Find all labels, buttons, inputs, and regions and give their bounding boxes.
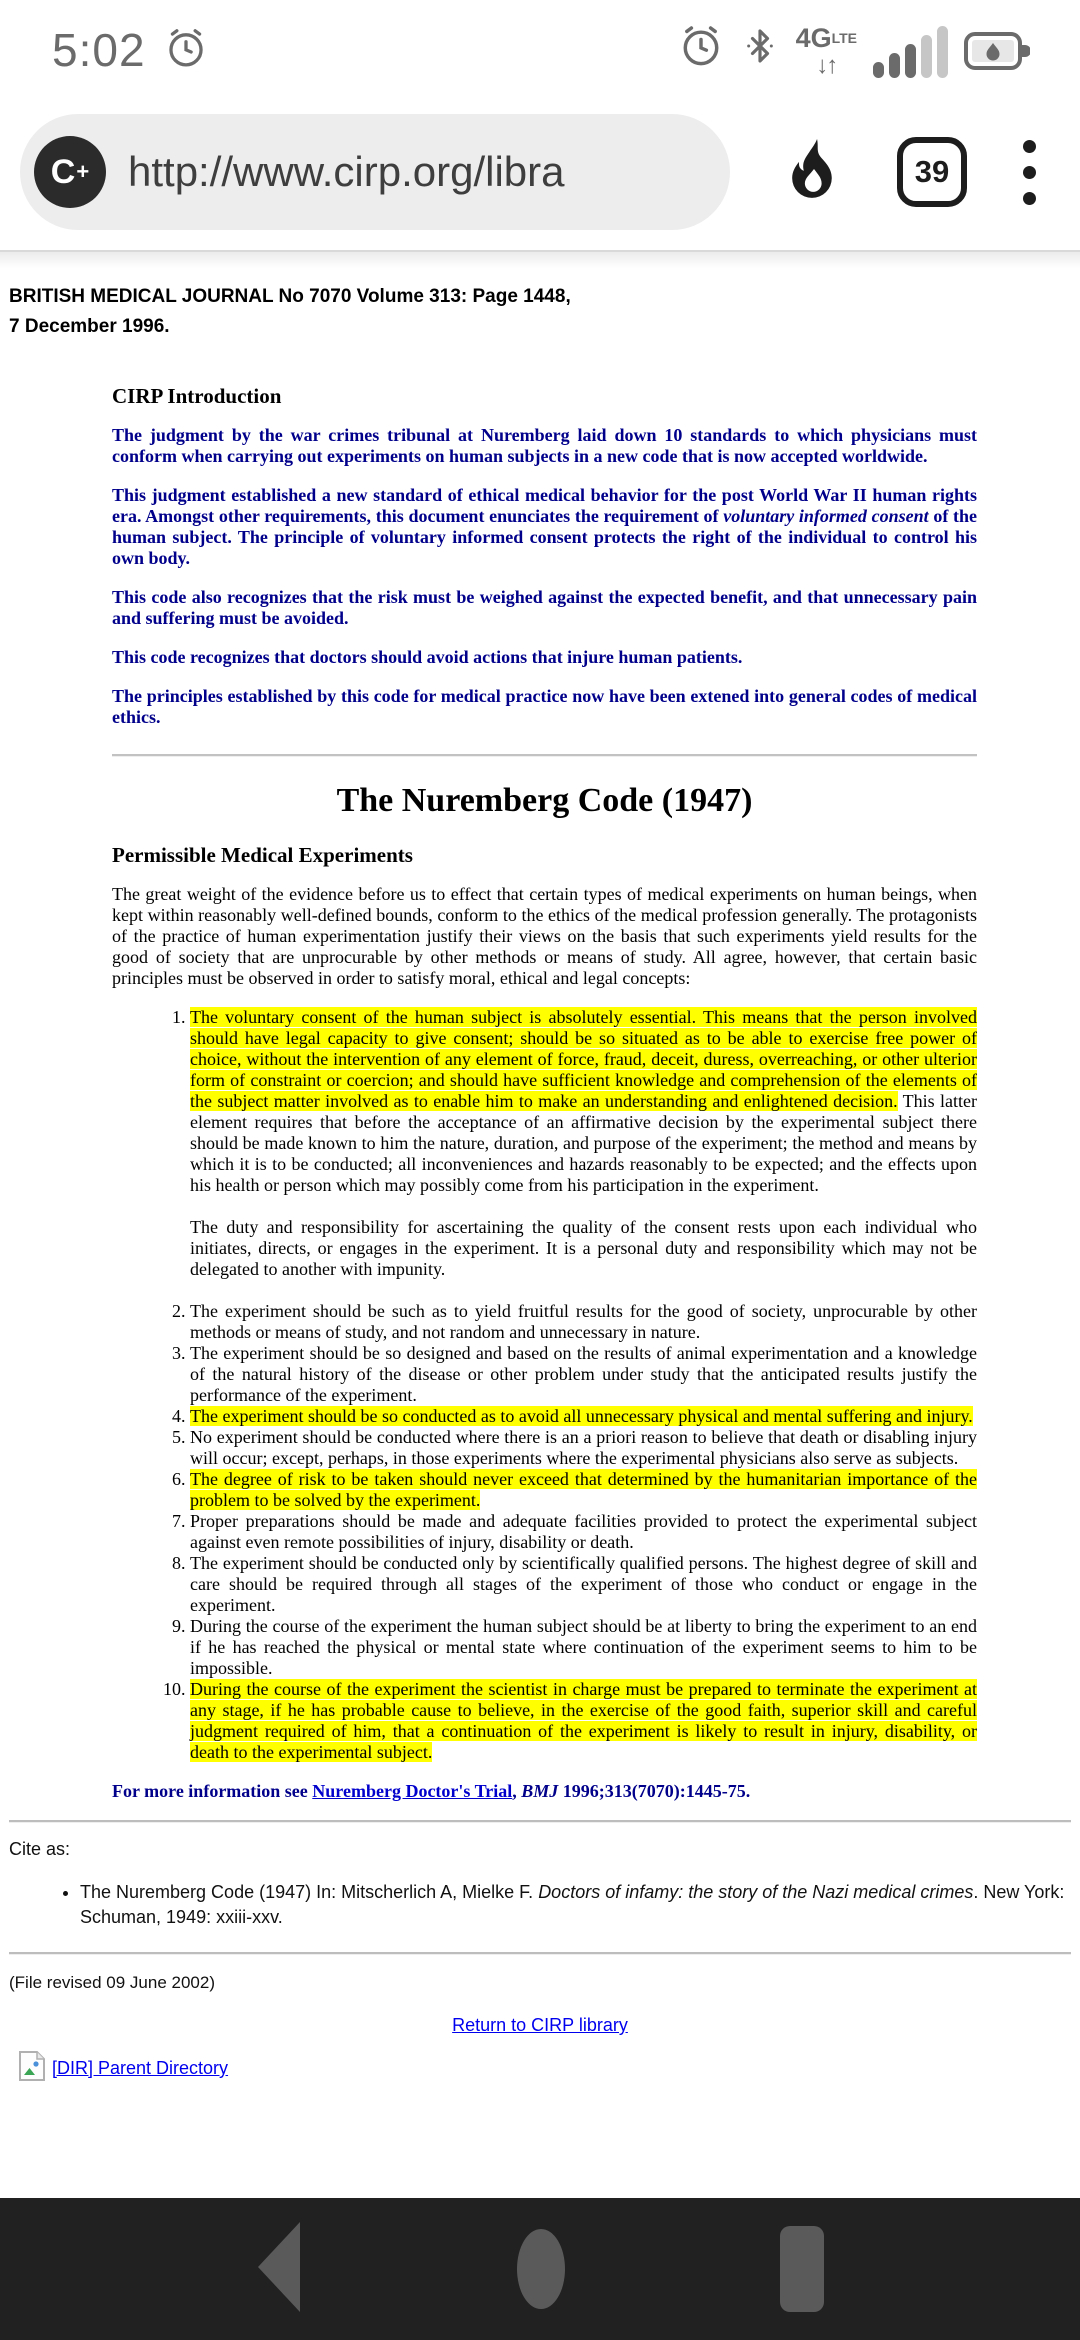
code-list-item: 6. The degree of risk to be taken should never exceed that determined by the humanitarian importance of the problem to be solved by the experiment. xyxy=(190,1469,977,1511)
url-bar[interactable] xyxy=(20,114,730,230)
page-divider xyxy=(9,1952,1071,1955)
citation-item: • The Nuremberg Code (1947) In: Mitscherlich A, Mielke F. Doctors of infamy: the story of the Nazi medical crimes. New York: Schuman, 1949: xxiii-xxv. xyxy=(80,1880,1071,1930)
alarm-icon xyxy=(164,26,208,75)
back-triangle-icon[interactable] xyxy=(256,2220,302,2319)
code-list-item: 4. The experiment should be so conducted as to avoid all unnecessary physical and mental suffering and injury. xyxy=(190,1406,977,1427)
intro-heading: CIRP Introduction xyxy=(112,384,282,408)
parent-directory-link[interactable]: [DIR] Parent Directory xyxy=(52,2058,229,2078)
cirp-introduction xyxy=(112,386,977,728)
page-divider xyxy=(9,1820,1071,1823)
code-list-item: 3. The experiment should be so designed and based on the results of animal experimentation and a knowledge of the natural history of the disease or other problem under study that the anticipated results justify the performance of the experiment. xyxy=(190,1343,977,1406)
status-bar xyxy=(0,0,1080,94)
more-info-line: For more information see Nuremberg Doctor's Trial, BMJ 1996;313(7070):1445-75. xyxy=(112,1781,751,1801)
file-revised-note: (File revised 09 June 2002) xyxy=(9,1973,216,1992)
broken-image-icon xyxy=(18,2050,46,2087)
page-title: The Nuremberg Code (1947) xyxy=(336,782,753,819)
flame-icon[interactable] xyxy=(783,137,845,208)
web-page xyxy=(0,282,1080,2087)
journal-masthead: BRITISH MEDICAL JOURNAL No 7070 Volume 313: Page 1448, 7 December 1996. xyxy=(9,286,571,337)
bluetooth-icon xyxy=(740,23,780,74)
url-text[interactable]: http://www.cirp.org/libra xyxy=(128,148,565,195)
nuremberg-code-list xyxy=(112,1007,977,1763)
battery-saver-icon xyxy=(964,31,1030,76)
network-4glte-icon: 4GLTE ↓↑ xyxy=(795,22,857,79)
browser-logo-badge: C + xyxy=(34,136,106,208)
code-list-item: 1. The voluntary consent of the human subject is absolutely essential. This means that the person involved should have legal capacity to give consent; should be so situated as to be able to exercise free power of choice, without the intervention of any element of force, fraud, deceit, duress, overreaching, or other ulterior form of constraint or coercion; and should have sufficient knowledge and comprehension of the elements of the subject matter involved as to enable him to make an understanding and enlightened decision. This latter element requires that before the acceptance of an affirmative decision by the experimental subject there should be made known to him the nature, duration, and purpose of the experiment; the method and means by which it is to be conducted; all inconveniences and hazards reasonably to be expected; and the effects upon his health or person which may possibly come from his participation in the experiment. The duty and responsibility for ascertaining the quality of the consent rests upon each individual who initiates, directs, or engages in the experiment. It is a personal duty and responsibility which may not be delegated to another with impunity. xyxy=(190,1007,977,1280)
recents-square-icon[interactable] xyxy=(780,2226,824,2312)
document-body xyxy=(112,386,977,1802)
cite-as-label: Cite as: xyxy=(9,1839,71,1859)
intro-paragraph: The judgment by the war crimes tribunal at Nuremberg laid down 10 standards to which physicians must conform when carrying out experiments on human subjects in a new code that is now accepted worldwide. xyxy=(112,425,977,466)
android-nav-bar xyxy=(0,2198,1080,2340)
preamble-paragraph: The great weight of the evidence before us to effect that certain types of medical experiments on human beings, when kept within reasonably well-defined bounds, conform to the ethics of the medical profession generally. The protagonists of the practice of human experimentation justify their views on the basis that such experiments yield results for the good of society that are unprocurable by other methods or means of study. All agree, however, that certain basic principles must be observed in order to satisfy moral, ethical and legal concepts: xyxy=(112,884,977,988)
return-to-library-link[interactable]: Return to CIRP library xyxy=(452,2015,628,2035)
code-list-item: 5. No experiment should be conducted where there is an a priori reason to believe that death or disabling injury will occur; except, perhaps, in those experiments where the experimental physicians also serve as subjects. xyxy=(190,1427,977,1469)
section-divider xyxy=(112,754,977,757)
code-list-item: 8. The experiment should be conducted only by scientifically qualified persons. The highest degree of skill and care should be required through all stages of the experiment of those who conduct or engage in the experiment. xyxy=(190,1553,977,1616)
browser-toolbar xyxy=(0,94,1080,250)
intro-paragraph: The principles established by this code for medical practice now have been extened into general codes of medical ethics. xyxy=(112,686,977,727)
toolbar-divider xyxy=(0,250,1080,268)
citation-list xyxy=(9,1880,1071,1930)
alarm-icon xyxy=(678,23,724,74)
signal-bars-icon xyxy=(873,26,948,78)
nuremberg-trial-link[interactable]: Nuremberg Doctor's Trial xyxy=(312,1781,513,1801)
code-list-item: 9. During the course of the experiment the human subject should be at liberty to bring the experiment to an end if he has reached the physical or mental state where continuation of the experiment seems to him to be impossible. xyxy=(190,1616,977,1679)
code-list-item: 7. Proper preparations should be made and adequate facilities provided to protect the experimental subject against even remote possibilities of injury, disability or death. xyxy=(190,1511,977,1553)
clock-time: 5:02 xyxy=(52,24,146,76)
code-list-subparagraph: The duty and responsibility for ascertaining the quality of the consent rests upon each individual who initiates, directs, or engages in the experiment. It is a personal duty and responsibility which may not be delegated to another with impunity. xyxy=(190,1217,977,1279)
intro-paragraph: This judgment established a new standard of ethical medical behavior for the post World War II human rights era. Amongst other requirements, this document enunciates the requirement of voluntary informed consent of the human subject. The principle of voluntary informed consent protects the right of the individual to control his own body. xyxy=(112,485,977,568)
code-list-item: 10. During the course of the experiment the scientist in charge must be prepared to terminate the experiment at any stage, if he has probable cause to believe, in the exercise of the good faith, superior skill and careful judgment required of him, that a continuation of the experiment is likely to result in injury, disability, or death to the experimental subject. xyxy=(190,1679,977,1763)
home-circle-icon[interactable] xyxy=(517,2229,565,2309)
intro-paragraph: This code recognizes that doctors should avoid actions that injure human patients. xyxy=(112,647,743,667)
kebab-menu-icon[interactable] xyxy=(1019,136,1040,209)
section-heading: Permissible Medical Experiments xyxy=(112,843,413,867)
tab-counter[interactable]: 39 xyxy=(897,137,967,207)
code-list-item: 2. The experiment should be such as to yield fruitful results for the good of society, unprocurable by other methods or means of study, and not random and unnecessary in nature. xyxy=(190,1301,977,1343)
intro-paragraph: This code also recognizes that the risk must be weighed against the expected benefit, and that unnecessary pain and suffering must be avoided. xyxy=(112,587,977,628)
